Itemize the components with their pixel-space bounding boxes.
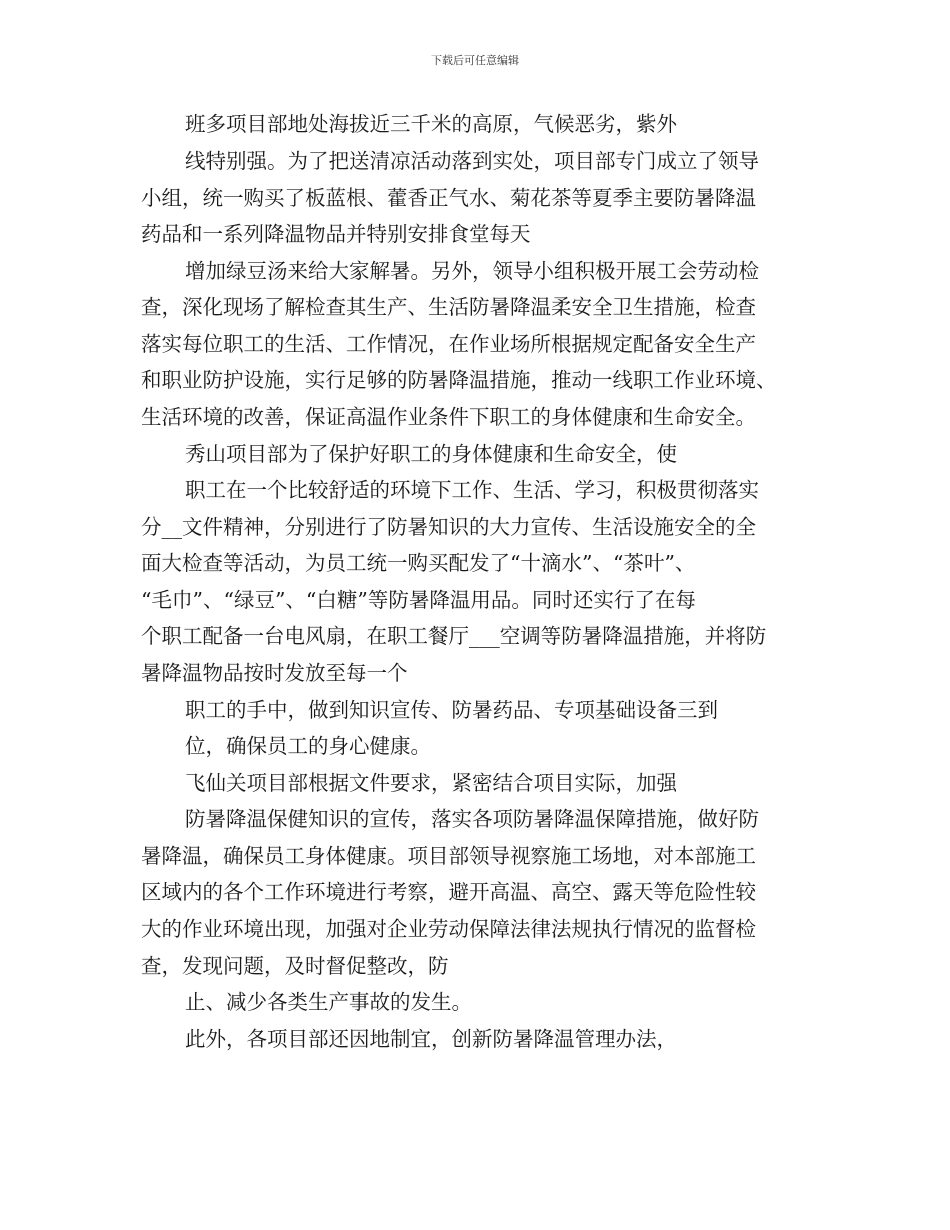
paragraph-line: 止、减少各类生产事故的发生。 (185, 990, 472, 1014)
paragraph-line: 查，深化现场了解检查其生产、生活防暑降温柔安全卫生措施，检查 (141, 295, 756, 319)
paragraph-line: 面大检查等活动，为员工统一购买配发了“十滴水”、“茶叶”、 (141, 551, 696, 575)
paragraph-line: 班多项目部地处海拔近三千米的高原，气候恶劣，紫外 (185, 112, 677, 136)
page-header: 下载后可任意编辑 (431, 54, 519, 67)
paragraph-line: 飞仙关项目部根据文件要求，紧密结合项目实际，加强 (185, 771, 677, 795)
paragraph-line: 个职工配备一台电风扇，在职工餐厅___空调等防暑降温措施，并将防 (141, 624, 767, 648)
paragraph-line: 暑降温物品按时发放至每一个 (141, 661, 408, 685)
paragraph-line: “毛巾”、“绿豆”、“白糖”等防暑降温用品。同时还实行了在每 (141, 588, 696, 612)
paragraph-line: 区域内的各个工作环境进行考察，避开高温、高空、露天等危险性较 (141, 880, 756, 904)
paragraph-line: 分__文件精神，分别进行了防暑知识的大力宣传、生活设施安全的全 (141, 515, 756, 539)
paragraph-line: 秀山项目部为了保护好职工的身体健康和生命安全，使 (185, 442, 677, 466)
paragraph-line: 小组，统一购买了板蓝根、藿香正气水、菊花茶等夏季主要防暑降温 (141, 186, 756, 210)
paragraph-line: 药品和一系列降温物品并特别安排食堂每天 (141, 222, 531, 246)
paragraph-line: 生活环境的改善，保证高温作业条件下职工的身体健康和生命安全。 (141, 405, 756, 429)
paragraph-line: 大的作业环境出现，加强对企业劳动保障法律法规执行情况的监督检 (141, 917, 756, 941)
paragraph-line: 职工在一个比较舒适的环境下工作、生活、学习，积极贯彻落实 (185, 478, 759, 502)
paragraph-line: 查，发现问题，及时督促整改，防 (141, 954, 449, 978)
paragraph-line: 增加绿豆汤来给大家解暑。另外，领导小组积极开展工会劳动检 (185, 259, 759, 283)
paragraph-line: 和职业防护设施，实行足够的防暑降温措施，推动一线职工作业环境、 (141, 368, 777, 392)
paragraph-line: 职工的手中，做到知识宣传、防暑药品、专项基础设备三到 (185, 698, 718, 722)
paragraph-line: 线特别强。为了把送清凉活动落到实处，项目部专门成立了领导 (185, 149, 759, 173)
paragraph-line: 防暑降温保健知识的宣传，落实各项防暑降温保障措施，做好防 (185, 807, 759, 831)
paragraph-line: 此外，各项目部还因地制宜，创新防暑降温管理办法， (185, 1027, 677, 1051)
paragraph-line: 暑降温，确保员工身体健康。项目部领导视察施工场地，对本部施工 (141, 844, 756, 868)
paragraph-line: 位，确保员工的身心健康。 (185, 734, 431, 758)
paragraph-line: 落实每位职工的生活、工作情况，在作业场所根据规定配备安全生产 (141, 332, 756, 356)
